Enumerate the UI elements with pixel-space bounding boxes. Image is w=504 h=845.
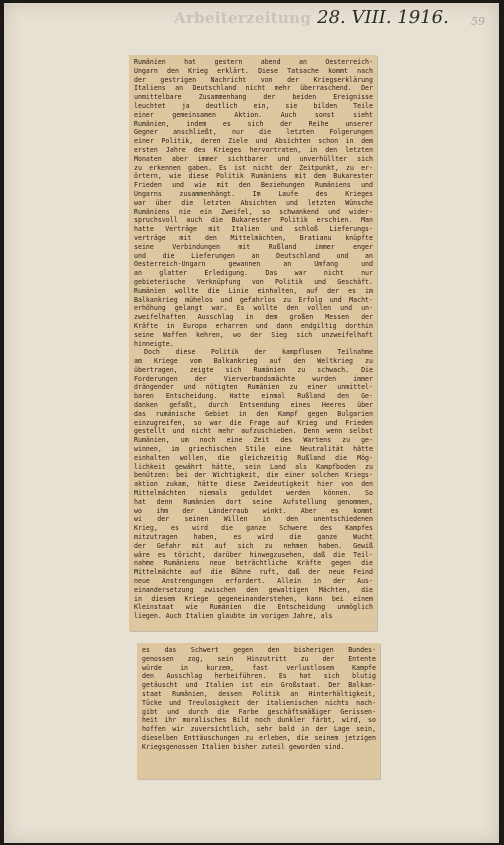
text-line: seine Verbindungen mit Rußland immer enger [134,242,373,251]
text-line: leuchtet ja deutlich ein, sie bilden Teile [134,101,373,110]
text-line: dieselben Enttäuschungen zu erleben, die seinem jetzigen [142,733,376,742]
text-line: der Gefahr mit auf sich zu nehmen haben. Gewiß [134,541,373,550]
text-line: hinneigte. [134,339,174,348]
text-line: der gestrigen Nachricht von der Kriegserklärung [134,75,373,84]
text-line: örtern, wie diese Politik Rumäniens mit dem Bukarester [134,172,373,181]
text-line: einer Politik, deren Ziele und Absichten schon in dem [134,137,373,146]
text-line: hat denn Rumänien dort seine Aufstellung genommen, [134,497,373,506]
page-header [174,7,449,28]
newspaper-clipping-continuation [137,643,380,779]
text-line: und die Lieferungen an Deutschland und an [134,251,373,260]
text-line: würde in kurzem, fast verlustlosem Kampfe [142,663,376,672]
text-line: Doch diese Politik der kampflosen Teilnahme [144,348,373,357]
text-line: in diesem Kriege gegeneinanderstehen, kann bei einem [134,594,373,603]
newspaper-name-stamp: Arbeiterzeitung [174,9,312,27]
text-line: unmittelbare Zusammenhang der beiden Ereignisse [134,93,373,102]
text-line: nahme Rumäniens neue beträchtliche Kräfte gegen die [134,559,373,568]
text-line: seine Waffen kehren, wo der Sieg sich unzweifelhaft [134,330,373,339]
text-line: Rumänien hat gestern abend an Oesterreich- [134,58,373,66]
text-line: zu erkennen gaben. Es ist nicht der Zeitpunkt, zu er- [134,163,373,172]
text-line: gibt und durch die Farbe geschäftsmäßiger Gerissen- [142,707,376,716]
text-line: einzugreifen, so war die Frage auf Krieg und Frieden [134,418,373,427]
text-line: Ungarn den Krieg erklärt. Diese Tatsache kommt nach [134,66,373,75]
text-line: übertragen, zeigte sich Rumänien zu schwach. Die [134,365,373,374]
text-line: getäuscht und Italien ist ein Großstaat. Der Balkan- [142,681,376,690]
text-line: zweifelhaften Ausschlag in dem großen Messen der [134,313,373,322]
text-line: drängender und nötigten Rumänien zu einer unmittel- [134,383,373,392]
text-line: Tücke und Treulosigkeit der italienischen nichts nach- [142,698,376,707]
text-line: Italiens an Deutschland nicht mehr überraschend. Der [134,84,373,93]
newspaper-clipping-main [129,55,377,631]
text-line: Rumäniens nie ein Zweifel, so schwankend und wider- [134,207,373,216]
text-line: danken gefaßt, durch Entsendung eines Heeres über [134,401,373,410]
text-line: Monaten aber immer sichtbarer und unverhüllter sich [134,154,373,163]
text-line: einer gemeinsamen Aktion. Auch sonst sieht [134,110,373,119]
text-line: Frieden und wie mit den Beziehungen Rumäniens und [134,181,373,190]
text-line: erhöhung gelangt war. Es wollte den vollen und un- [134,304,373,313]
text-line: Ungarns zusammenhängt. Im Laufe des Krieges [134,189,373,198]
text-line: heit ihr moralisches Bild noch dunkler färbt, wird, so [142,716,376,725]
text-line: gestellt und nicht mehr aufzuschieben. Denn wenn selbst [134,427,373,436]
text-line: Forderungen der Vierverbandsmächte wurden immer [134,374,373,383]
text-line: Balkankrieg mühelos und gefahrlos zu Erfolg und Macht- [134,295,373,304]
archive-sheet [4,3,499,843]
text-line: an glatter Erledigung. Das war nicht nur [134,269,373,278]
text-line: Kräfte in Europa erharren und dann endgiltig dorthin [134,321,373,330]
text-line: wo ihm der Länderraub winkt. Aber es kommt [134,506,373,515]
text-line: Rumänien wollte die Linie einhalten, auf der es im [134,286,373,295]
text-line: ersten Jahre des Krieges hervortraten, in den letzten [134,145,373,154]
text-line: Oesterreich-Ungarn gewannen an Umfang und [134,260,373,269]
handwritten-date: 28. VIII. 1916. [317,7,449,28]
text-line: genossen zog, sein Hinzutritt zu der Entente [142,654,376,663]
text-line: spruchsvoll auch die Bukarester Politik erschien. Man [134,216,373,225]
text-line: wäre es töricht, darüber hinwegzusehen, daß die Teil- [134,550,373,559]
text-line: gebieterische Verknüpfung von Politik und Geschäft. [134,277,373,286]
text-line: verträge mit den Mittelmächten, Bratianu knüpfte [134,233,373,242]
text-line: wi der seinen Willen in den unentschiedenen [134,515,373,524]
text-line: Mittelmächten niemals geduldet werden können. So [134,489,373,498]
text-line: Krieg, es wird die ganze Schwere des Kampfes [134,524,373,533]
text-line: aktion zukam, hätte diese Zweideutigkeit hier von den [134,480,373,489]
text-line: mitzutragen haben, es wird die ganze Wucht [134,533,373,542]
text-line: einandersetzung zwischen den gewaltigen Mächten, die [134,585,373,594]
text-line: Kleinstaat wie Rumänien die Entscheidung unmöglich [134,603,373,612]
text-line: war über die letzten Absichten und letzten Wünsche [134,198,373,207]
folio-number: 59 [471,15,485,28]
text-line: liegen. Auch Italien glaubte im vorigen Jahre, als [134,612,333,621]
text-line: hoffen wir zuversichtlich, sehr bald in der Lage sein, [142,725,376,734]
text-line: baren Entscheidung. Hatte einmal Rußland den Ge- [134,392,373,401]
text-line: es das Schwert gegen den bisherigen Bundes- [142,646,376,654]
text-line: Mittelmächte auf die Bühne ruft, daß der neue Feind [134,568,373,577]
text-line: neue Anstrengungen erfordert. Allein in der Aus- [134,577,373,586]
text-line: staat Rumänien, dessen Politik an Hinterhältigkeit, [142,689,376,698]
text-line: das rumänische Gebiet in den Kampf gegen Bulgarien [134,409,373,418]
text-line: Rumänien, indem es sich der Reihe unserer [134,119,373,128]
text-line: winnen, im griechischen Stile eine Neutralität hätte [134,445,373,454]
text-line: Rumänien, um noch eine Zeit des Wartens zu ge- [134,436,373,445]
text-line: lichkeit gewährt hätte, sein Land als Kampfboden zu [134,462,373,471]
text-line: einhalten wollen, die gleichzeitig Rußland die Mög- [134,453,373,462]
text-line: benützen: bei der Wichtigkeit, die einer solchen Kriegs- [134,471,373,480]
text-line: Gegner anschließt, nur die letzten Folgerungen [134,128,373,137]
text-line: hatte Verträge mit Italien und schloß Lieferungs- [134,225,373,234]
text-line: am Kriege vom Balkankrieg auf den Weltkrieg zu [134,357,373,366]
text-line: den Ausschlag herbeiführen. Es hat sich blutig [142,672,376,681]
text-line: Kriegsgenossen Italien bisher zuteil geworden sind. [142,742,345,751]
